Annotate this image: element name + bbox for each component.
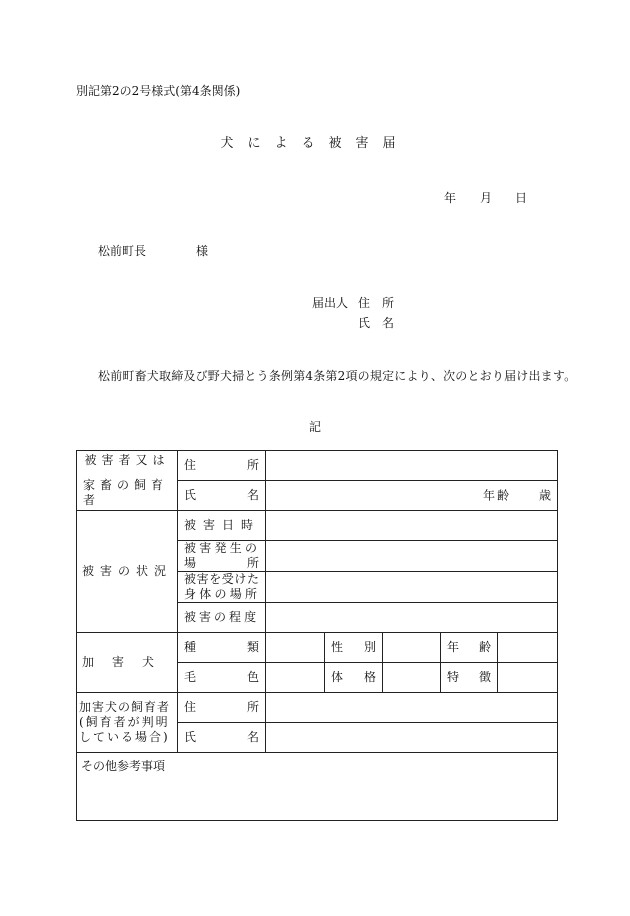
damage-degree-label: 被 害 の 程 度 [184, 610, 260, 624]
damage-datetime-label: 被 害 日 時 [184, 518, 259, 532]
damage-datetime-field[interactable] [266, 511, 558, 541]
victim-name-label: 氏 名 [184, 488, 259, 502]
sex-label: 性 別 [331, 640, 376, 654]
table-row [77, 511, 558, 541]
color-field[interactable] [266, 663, 325, 693]
owner-group-line1: 加害犬の飼育者 [79, 700, 171, 714]
owner-name-field[interactable] [266, 723, 558, 753]
features-field[interactable] [498, 663, 558, 693]
victim-name-field[interactable] [266, 481, 558, 511]
date-year-label: 年 [444, 191, 457, 205]
table-row [77, 633, 558, 663]
body-place-label-cell [178, 572, 266, 603]
notifier-address-label: 住所 [358, 296, 407, 310]
victim-address-label: 住 所 [184, 458, 259, 472]
other-notes-label: その他参考事項 [81, 759, 166, 773]
ki-heading: 記 [308, 420, 321, 434]
features-label-cell [441, 663, 498, 693]
body-place-line1: 被 害 を 受 け た [184, 572, 259, 586]
dog-age-field[interactable] [498, 633, 558, 663]
owner-group-cell [77, 693, 178, 753]
table-row [77, 753, 558, 821]
owner-group-line2: (飼育者が判明 [79, 715, 170, 729]
body-place-field[interactable] [266, 572, 558, 603]
build-label: 体 格 [331, 670, 376, 684]
damage-place-line1: 被 害 発 生 の [184, 541, 259, 555]
situation-group-label: 被害の状況 [81, 564, 172, 578]
owner-group-line3: している場合) [79, 730, 170, 744]
owner-address-label-cell [178, 693, 266, 723]
notifier-label: 届出人 [312, 296, 349, 310]
victim-address-field[interactable] [266, 451, 558, 481]
body-place-line2: 身 体 の 場 所 [184, 587, 259, 601]
date-day-label: 日 [515, 191, 528, 205]
victim-name-label-cell [178, 481, 266, 511]
honorific: 様 [196, 244, 209, 258]
owner-name-label: 氏 名 [184, 730, 259, 744]
breed-label-cell [178, 633, 266, 663]
owner-address-field[interactable] [266, 693, 558, 723]
build-field[interactable] [383, 663, 441, 693]
dog-age-label-cell [441, 633, 498, 663]
victim-age-unit: 歳 [539, 488, 552, 502]
victim-group-cell [77, 451, 178, 511]
other-notes-field[interactable] [77, 753, 558, 821]
statement: 松前町畜犬取締及び野犬掃とう条例第4条第2項の規定により、次のとおり届け出ます。 [98, 369, 577, 383]
situation-group-cell [77, 511, 178, 633]
owner-name-label-cell [178, 723, 266, 753]
features-label: 特 徴 [447, 670, 491, 684]
victim-address-label-cell [178, 451, 266, 481]
damage-degree-label-cell [178, 603, 266, 633]
sex-label-cell [325, 633, 383, 663]
damage-datetime-label-cell [178, 511, 266, 541]
damage-place-line2: 場 所 [184, 556, 259, 570]
form-id: 別記第2の2号様式(第4条関係) [76, 84, 241, 98]
victim-group-line2: 家畜の飼育者 [83, 478, 169, 507]
notifier-name-label: 氏名 [358, 316, 407, 330]
victim-age-label: 年齢 [483, 488, 512, 502]
color-label-cell [178, 663, 266, 693]
report-table [76, 450, 558, 821]
build-label-cell [325, 663, 383, 693]
breed-field[interactable] [266, 633, 325, 663]
document-title: 犬による被害届 [220, 136, 410, 151]
color-label: 毛 色 [184, 670, 259, 684]
damage-place-field[interactable] [266, 541, 558, 572]
table-row [77, 693, 558, 723]
damage-degree-field[interactable] [266, 603, 558, 633]
table-row [77, 451, 558, 481]
dog-age-label: 年 齢 [447, 640, 491, 654]
dog-group-cell [77, 633, 178, 693]
dog-group-label: 加害犬 [81, 655, 172, 669]
date-month-label: 月 [480, 191, 493, 205]
breed-label: 種 類 [184, 640, 259, 654]
owner-address-label: 住 所 [184, 700, 259, 714]
addressee: 松前町長 [98, 244, 147, 258]
damage-place-label-cell [178, 541, 266, 572]
sex-field[interactable] [383, 633, 441, 663]
victim-group-line1: 被害者又は [84, 453, 170, 467]
